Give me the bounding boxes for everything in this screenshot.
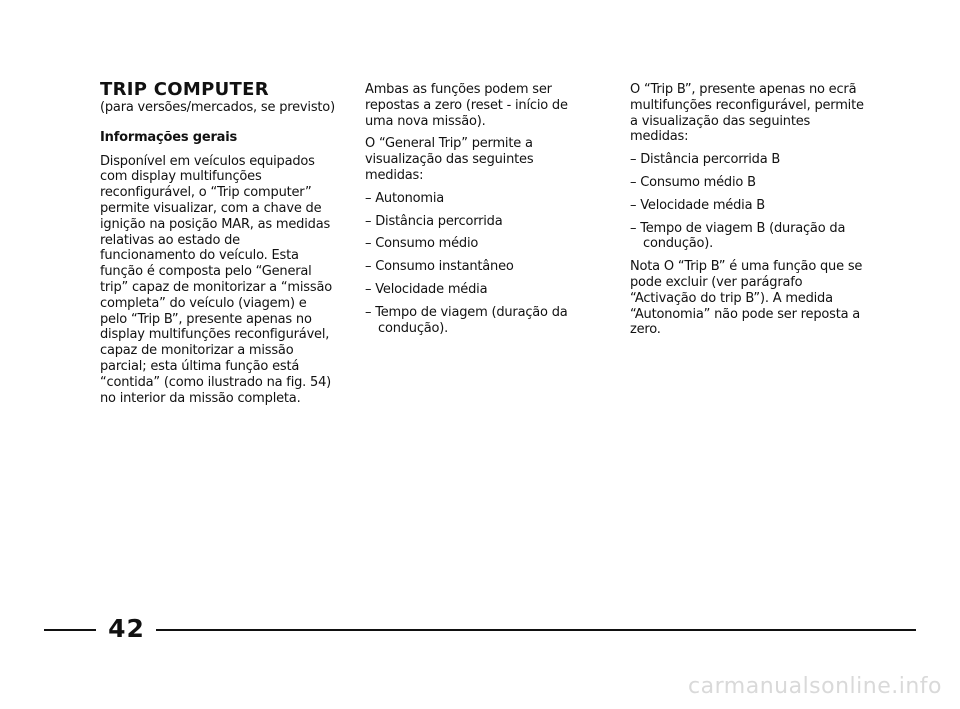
list-item: – Distância percorrida B [630, 152, 781, 168]
trip-b-note: Nota O “Trip B” é uma função que se pode excluir (ver parágrafo “Activação do trip B”). A medida “Autonomia” não pode ser reposta a zero. [630, 259, 863, 338]
footer-rule-left [44, 629, 96, 631]
column-3 [630, 82, 870, 345]
page-number: 42 [108, 614, 145, 643]
list-item: – Consumo instantâneo [365, 259, 514, 275]
column-2 [365, 82, 595, 343]
list-item: – Consumo médio [365, 236, 479, 252]
watermark: carmanualsonline.info [688, 674, 942, 699]
general-trip-measures-list [365, 191, 595, 337]
section-title: TRIP COMPUTER [100, 79, 269, 100]
list-item: – Consumo médio B [630, 174, 756, 190]
reset-paragraph: Ambas as funções podem ser repostas a zero (reset - início de uma nova missão). [365, 82, 568, 129]
list-item: – Velocidade média [365, 281, 488, 297]
general-trip-paragraph: O “General Trip” permite a visualização das seguintes medidas: [365, 136, 534, 183]
trip-b-paragraph: O “Trip B”, presente apenas no ecrã multifunções reconfigurável, permite a visualização das seguintes medidas: [630, 82, 864, 145]
section-subtitle: (para versões/mercados, se previsto) [100, 100, 335, 115]
trip-b-measures-list [630, 152, 870, 252]
list-item: – Autonomia [365, 190, 445, 206]
footer-rule-right [156, 629, 916, 631]
list-item: – Tempo de viagem (duração da condução). [365, 304, 568, 336]
list-item: – Tempo de viagem B (duração da condução). [630, 220, 846, 252]
list-item: – Distância percorrida [365, 213, 503, 229]
list-item: – Velocidade média B [630, 197, 765, 213]
subsection-heading: Informações gerais [100, 129, 238, 145]
general-info-paragraph: Disponível em veículos equipados com display multifunções reconfigurável, o “Trip computer” permite visualizar, com a chave de ignição na posição MAR, as medidas relativas ao estado de funcionamento do veículo. Esta função é composta pelo “General trip” capaz de monitorizar a “missão completa” do veículo (viagem) e pelo “Trip B”, presente apenas no display multifunções reconfigurável, capaz de monitorizar a missão parcial; esta última função está “contida” (como ilustrado na fig. 54) no interior da missão completa. [100, 153, 332, 406]
column-1 [100, 80, 336, 413]
